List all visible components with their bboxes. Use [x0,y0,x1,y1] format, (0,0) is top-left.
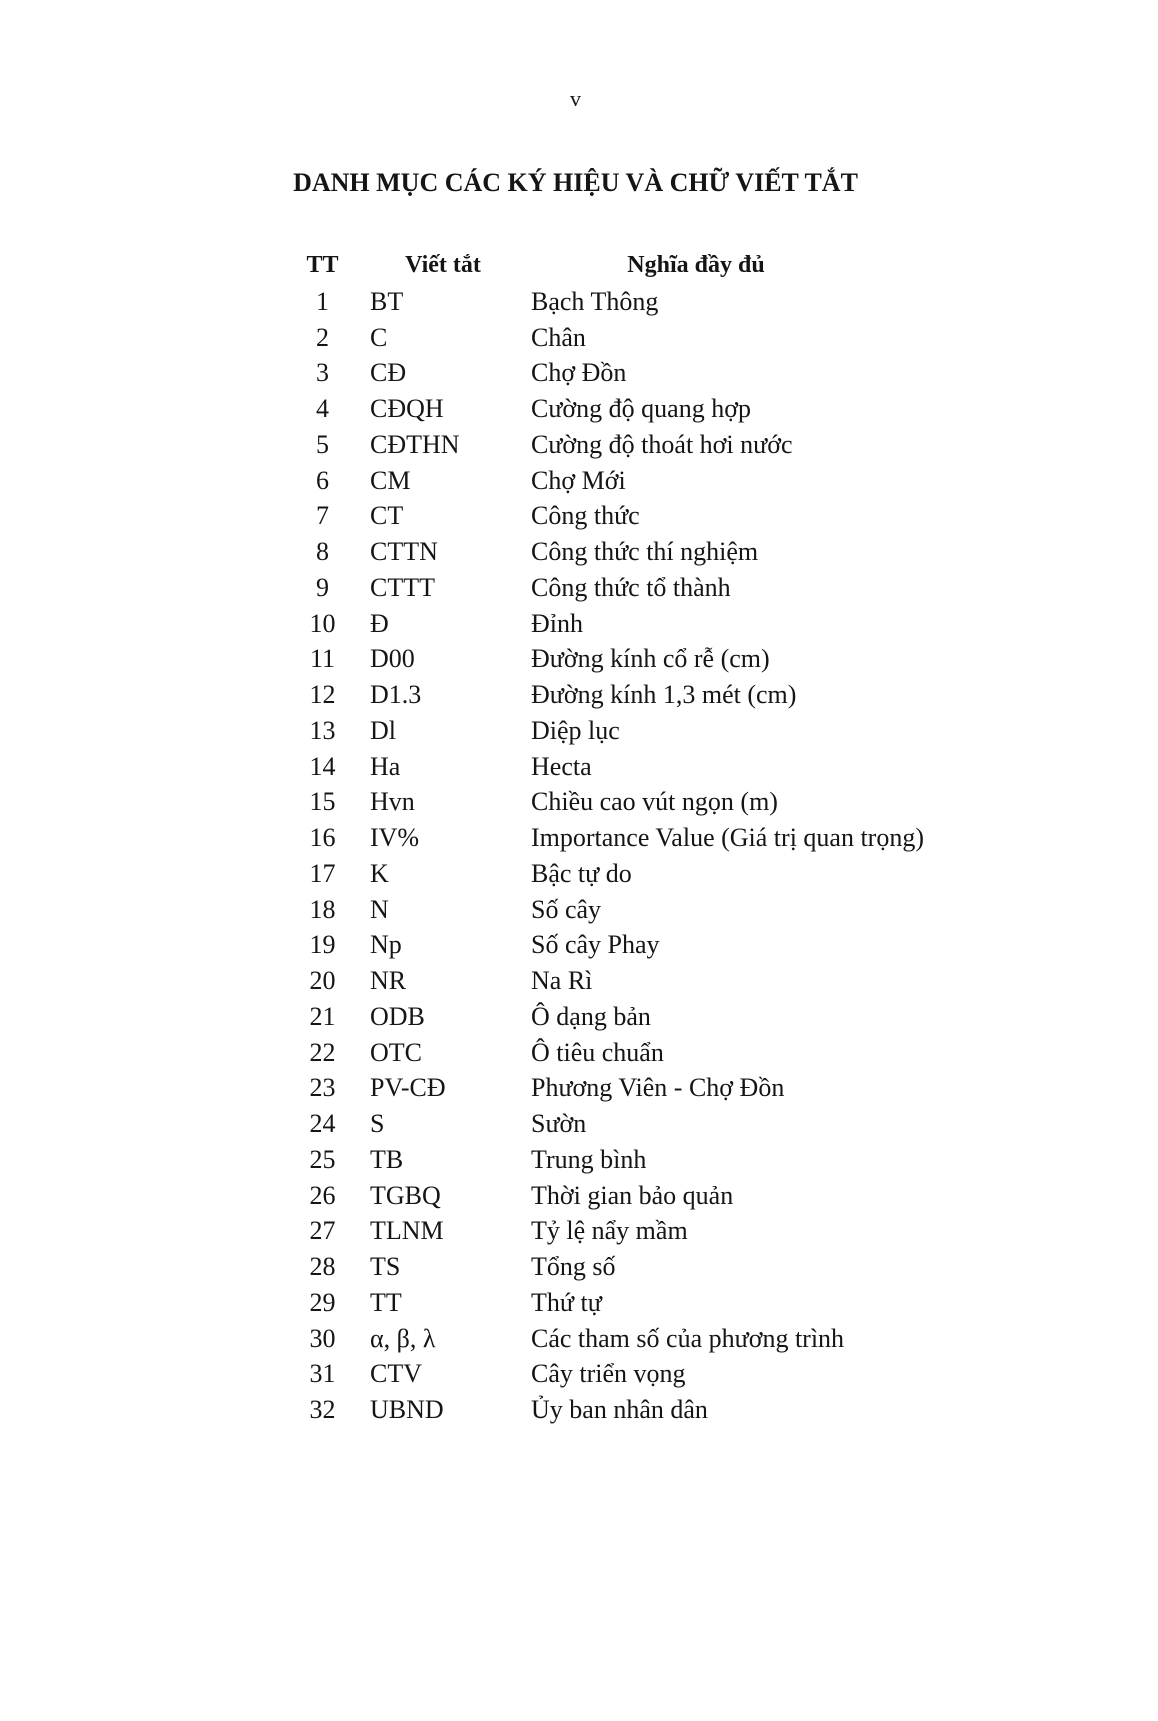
row-number: 6 [316,465,329,495]
row-number: 7 [316,501,329,531]
table-row [290,606,861,642]
row-number: 8 [316,537,329,566]
row-number: 19 [309,930,336,960]
row-meaning: Công thức [531,501,640,531]
row-meaning: Các tham số của phương trình [531,1323,845,1353]
row-meaning: Số cây [531,894,602,924]
row-abbreviation: NR [370,966,407,995]
table-row [290,498,861,534]
row-meaning: Cường độ quang hợp [531,394,751,423]
row-abbreviation: CĐ [370,358,407,388]
row-meaning: Chân [531,322,586,352]
table-row [290,713,861,749]
row-number: 25 [309,1144,336,1174]
table-row [290,784,861,820]
row-meaning: Đường kính cổ rễ (cm) [531,644,770,674]
row-abbreviation: Ha [370,751,401,781]
table-body [290,284,924,1428]
row-abbreviation: D00 [370,644,415,674]
table-row [290,284,861,320]
row-number: 18 [309,894,336,924]
row-number: 27 [309,1216,336,1246]
table-row [290,427,861,463]
table-row [290,355,861,391]
row-abbreviation: CTTT [370,572,435,602]
row-meaning: Ô dạng bản [531,1001,651,1031]
row-number: 31 [309,1359,336,1389]
row-abbreviation: D1.3 [370,680,422,709]
row-number: 1 [316,286,329,316]
row-meaning: Tỷ lệ nẩy mầm [531,1216,688,1246]
row-meaning: Chợ Đồn [531,358,627,388]
table-row [290,1035,861,1071]
column-header-tt: TT [306,252,339,278]
row-meaning: Ủy ban nhân dân [531,1395,708,1424]
row-meaning: Cường độ thoát hơi nước [531,429,793,459]
table-row [290,749,861,785]
row-number: 22 [309,1037,336,1067]
table-row [290,999,861,1035]
row-abbreviation: S [370,1109,385,1138]
row-abbreviation: CT [370,501,404,531]
row-meaning: Importance Value (Giá trị quan trọng) [531,823,924,852]
table-row [290,1213,861,1249]
row-number: 13 [309,715,336,745]
row-meaning: Trung bình [531,1144,647,1174]
row-meaning: Chiều cao vút ngọn (m) [531,787,778,817]
table-row [290,641,861,677]
row-abbreviation: Dl [370,715,396,745]
row-meaning: Hecta [531,751,592,781]
row-number: 15 [309,787,336,817]
table-row [290,856,861,892]
row-number: 30 [309,1323,336,1353]
row-abbreviation: CTV [370,1359,422,1389]
row-number: 10 [309,608,336,638]
row-abbreviation: CĐTHN [370,429,460,459]
row-number: 29 [309,1287,336,1317]
row-abbreviation: C [370,322,388,352]
row-abbreviation: CM [370,465,411,495]
row-meaning: Công thức thí nghiệm [531,537,759,566]
row-abbreviation: IV% [370,823,420,852]
table-row [290,820,924,856]
row-number: 20 [309,966,336,995]
table-row [290,963,861,999]
row-number: 28 [309,1252,336,1281]
table-row [290,892,861,928]
table-row [290,1142,861,1178]
table-row [290,570,861,606]
row-number: 32 [309,1395,336,1424]
row-meaning: Ô tiêu chuẩn [531,1037,664,1067]
document-page [290,84,924,1428]
row-number: 3 [316,358,329,388]
row-abbreviation: OTC [370,1037,422,1067]
row-abbreviation: TS [370,1252,401,1281]
row-meaning: Na Rì [531,966,593,995]
row-meaning: Sườn [531,1109,587,1138]
row-abbreviation: TGBQ [370,1180,441,1210]
row-meaning: Thứ tự [531,1287,602,1317]
row-abbreviation: TLNM [370,1216,444,1246]
row-number: 9 [316,572,329,602]
table-header-row [290,248,861,284]
row-abbreviation: PV-CĐ [370,1073,446,1103]
abbreviation-table [290,248,924,1428]
row-abbreviation: TT [370,1287,402,1317]
row-abbreviation: TB [370,1144,404,1174]
row-number: 16 [309,823,336,852]
row-meaning: Công thức tổ thành [531,572,731,602]
table-row [290,391,861,427]
row-number: 23 [309,1073,336,1103]
row-abbreviation: CĐQH [370,394,444,423]
table-row [290,534,861,570]
row-abbreviation: K [370,858,389,888]
row-meaning: Bạch Thông [531,286,659,316]
table-row [290,1285,861,1321]
row-number: 14 [309,751,336,781]
row-abbreviation: ODB [370,1001,425,1031]
column-header-abbreviation: Viết tắt [405,252,481,278]
row-number: 11 [309,644,336,674]
table-row [290,1356,861,1392]
table-row [290,1392,861,1428]
table-row [290,1249,861,1285]
table-row [290,1070,861,1106]
row-meaning: Bậc tự do [531,858,632,888]
row-meaning: Đường kính 1,3 mét (cm) [531,680,797,709]
row-number: 26 [309,1180,336,1210]
row-meaning: Phương Viên - Chợ Đồn [531,1073,785,1103]
row-number: 5 [316,429,329,459]
table-row [290,1321,861,1357]
row-abbreviation: Hvn [370,787,415,817]
row-number: 2 [316,322,329,352]
row-meaning: Đỉnh [531,608,583,638]
row-meaning: Thời gian bảo quản [531,1180,734,1210]
row-meaning: Tổng số [531,1252,616,1281]
table-row [290,320,861,356]
row-number: 12 [309,680,336,709]
table-row [290,677,861,713]
table-row [290,463,861,499]
row-meaning: Diệp lục [531,715,620,745]
table-row [290,1178,861,1214]
page-title: DANH MỤC CÁC KÝ HIỆU VÀ CHỮ VIẾT TẮT [293,168,858,197]
row-abbreviation: BT [370,286,404,316]
row-abbreviation: CTTN [370,537,438,566]
row-meaning: Số cây Phay [531,930,660,960]
table-row [290,927,861,963]
row-abbreviation: UBND [370,1395,444,1424]
row-abbreviation: N [370,894,389,924]
row-abbreviation: α, β, λ [370,1323,436,1353]
column-header-meaning: Nghĩa đầy đủ [627,252,765,278]
page-number: v [570,86,581,111]
row-number: 17 [309,858,336,888]
row-number: 21 [309,1001,336,1031]
row-abbreviation: Np [370,930,402,960]
row-meaning: Cây triển vọng [531,1359,686,1389]
row-abbreviation: Đ [370,608,389,638]
table-row [290,1106,861,1142]
row-number: 24 [309,1109,336,1138]
row-number: 4 [316,394,329,423]
row-meaning: Chợ Mới [531,465,626,495]
